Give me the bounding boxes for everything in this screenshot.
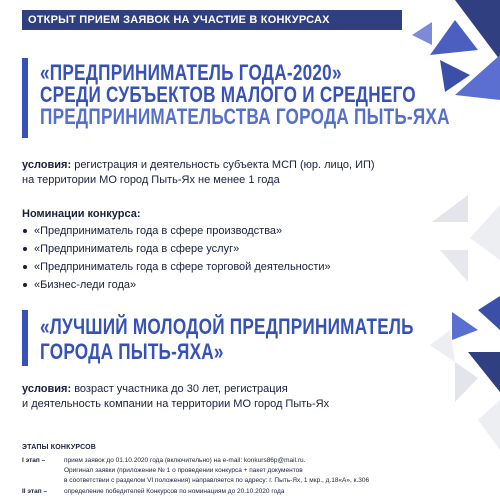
stage-1-text-line2: Оригинал заявки (приложение № 1 о проведении конкурса + пакет документов [64, 467, 303, 474]
nomination-item: «Предприниматель года в сфере производства» [22, 222, 331, 240]
contest1-title-line2: СРЕДИ СУБЪЕКТОВ МАЛОГО И СРЕДНЕГО [40, 82, 416, 107]
contest2-conditions-label: условия: [22, 383, 72, 395]
nomination-item: «Предприниматель года в сфере торговой деятельности» [22, 258, 331, 276]
contest1-conditions [22, 158, 375, 188]
banner-text: ОТКРЫТ ПРИЕМ ЗАЯВОК НА УЧАСТИЕ В КОНКУРСАХ [28, 14, 330, 26]
accent-bar-contest1 [22, 58, 28, 138]
contest1-title-line1: «ПРЕДПРИНИМАТЕЛЬ ГОДА-2020» [40, 60, 342, 85]
contest2-title-line1: «ЛУЧШИЙ МОЛОДОЙ ПРЕДПРИНИМАТЕЛЬ [40, 314, 414, 339]
stage-1-label: I этап – [22, 457, 46, 464]
stage-2-label: II этап – [22, 488, 48, 495]
stage-1-text-line3: в соответствии с разделом VI положения) направляется по адресу: г. Пыть-Ях, 1 мкр., д.18«А», к.306 [64, 477, 370, 484]
triangle-right-low-3 [468, 352, 500, 392]
contest1-conditions-label: условия: [22, 159, 72, 171]
triangle-right-low-5 [455, 362, 478, 402]
triangle-right-bottom [478, 400, 500, 450]
nominations-list [22, 222, 331, 294]
triangle-right-mid-2 [470, 205, 500, 260]
contest2-conditions-text2: и деятельность компании на территории МО город Пыть-Ях [22, 398, 330, 410]
header-banner [0, 0, 500, 40]
accent-bar-contest2 [22, 310, 28, 366]
contest1-title [40, 62, 450, 128]
nomination-item: «Предприниматель года в сфере услуг» [22, 240, 331, 258]
nomination-item: «Бизнес-леди года» [22, 276, 331, 294]
stage-1-text-line1: прием заявок до 01.10.2020 года (включительно) на e-mail: konkurs86p@mail.ru. [64, 457, 306, 464]
triangle-right-mid-3 [440, 250, 468, 282]
contest2-title-line2: ГОРОДА ПЫТЬ-ЯХА» [40, 339, 224, 364]
contest1-title-line3: ПРЕДПРИНИМАТЕЛЬСТВА ГОРОДА ПЫТЬ-ЯХА [40, 104, 450, 129]
contest1-conditions-text1: регистрация и деятельность субъекта МСП (юр. лицо, ИП) [71, 159, 375, 171]
contest2-conditions [22, 382, 329, 412]
triangle-right-mid-1 [432, 195, 468, 222]
triangle-right-low-2 [452, 312, 478, 340]
stages-title: ЭТАПЫ КОНКУРСОВ [22, 444, 97, 451]
stage-2-text-line1: определение победителей Конкурсов по номинациям до 20.10.2020 года [64, 488, 285, 495]
triangle-right-low-1 [478, 296, 500, 330]
triangle-right-low-4 [430, 330, 455, 362]
nominations-title: Номинации конкурса: [22, 208, 141, 220]
contest2-title [40, 314, 414, 364]
contest1-conditions-text2: на территории МО город Пыть-Ях не менее 1 года [22, 174, 280, 186]
contest2-conditions-text1: возраст участника до 30 лет, регистрация [71, 383, 288, 395]
